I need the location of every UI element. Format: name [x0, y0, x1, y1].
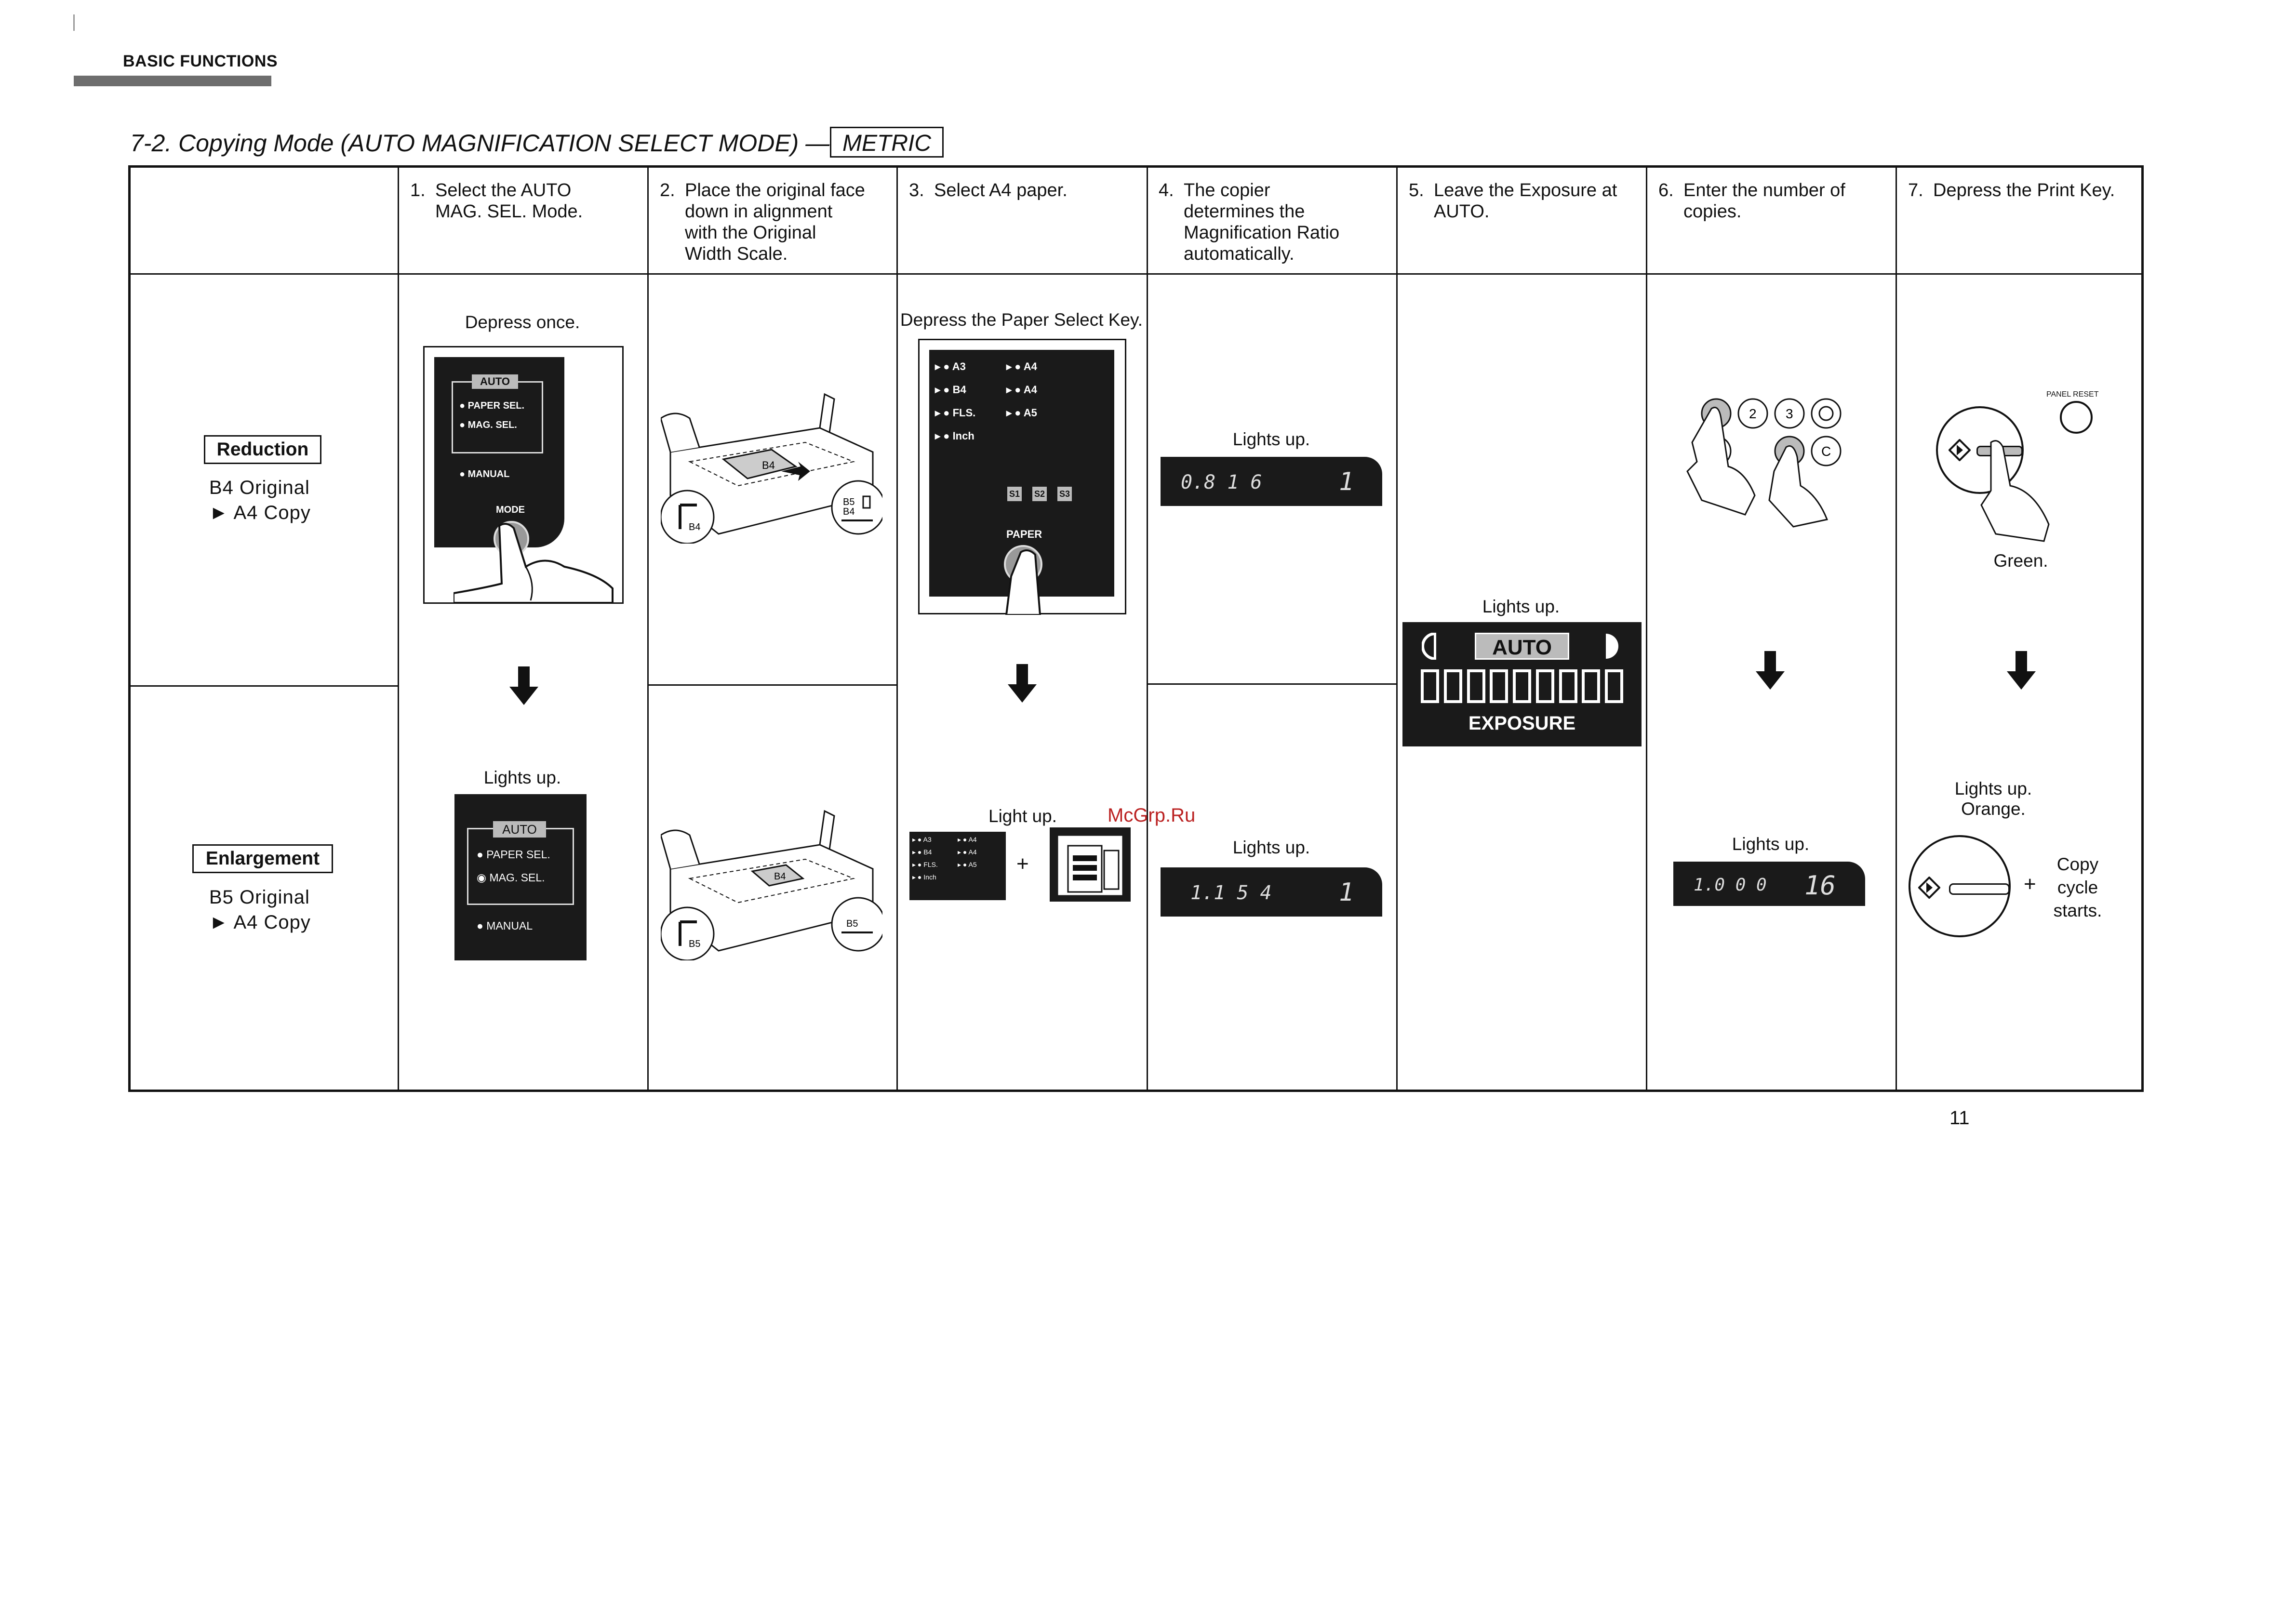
count-readout: 1 [1339, 878, 1354, 907]
paper-sel-label: PAPER SEL. [486, 848, 550, 861]
step-text: Place the original face down in alignment with the Original Width Scale. [685, 180, 865, 264]
s2-key[interactable]: S2 [1032, 487, 1047, 501]
print-key-lit[interactable] [1909, 835, 2011, 937]
col-divider [647, 168, 649, 1090]
auto-label: AUTO [493, 821, 546, 838]
pressing-hand-icon [1972, 438, 2054, 544]
caption-lights-up-1: Lights up. [483, 768, 561, 787]
key-3: 3 [1786, 406, 1793, 421]
paper-fls-indicator: ▸ ● FLS. [935, 407, 976, 419]
reduction-label: Reduction [204, 435, 321, 464]
panel-reset-button[interactable] [2060, 401, 2093, 434]
margin-tick [73, 14, 75, 31]
step-text: Leave the Exposure at AUTO. [1434, 180, 1617, 222]
step-text: Enter the number of copies. [1683, 180, 1845, 222]
enlargement-display [1161, 867, 1382, 917]
pressing-hand-icon [454, 521, 617, 603]
page-number: 11 [1949, 1107, 1970, 1129]
watermark: McGrp.Ru [1108, 805, 1196, 826]
exposure-step [1605, 669, 1623, 703]
key-clear: C [1821, 444, 1831, 459]
caption-lights-up-5: Lights up. [1732, 834, 1810, 854]
panel-reset-label: PANEL RESET [2046, 390, 2099, 399]
step-number: 1. [410, 180, 426, 200]
svg-text:B5: B5 [846, 918, 858, 929]
paper-key-label: PAPER [1006, 528, 1042, 540]
pressing-hand-icon [992, 547, 1079, 615]
caption-orange: Orange. [1961, 799, 2026, 819]
manual-indicator: ● MANUAL [477, 919, 533, 932]
exposure-level-bar [1421, 669, 1623, 703]
paper-sel-indicator: ● PAPER SEL. [459, 400, 525, 411]
auto-group [467, 828, 574, 905]
start-diamond-icon [1949, 439, 1971, 461]
caption-copy-cycle: Copy cycle starts. [2053, 854, 2102, 920]
plus-sign: + [2024, 872, 2036, 896]
original-placement-illustration-enlargement [661, 806, 882, 960]
step-text: The copier determines the Magnification Ratio automatically. [1184, 180, 1340, 264]
mode-panel [434, 357, 564, 547]
start-diamond-icon [1918, 877, 1940, 899]
down-arrow-icon [509, 666, 538, 705]
paper-a4-indicator: ▸ ● A4 [1006, 384, 1037, 396]
caption-lights-up-3: Lights up. [1232, 838, 1310, 857]
count-readout: 1 [1339, 467, 1354, 496]
b5-sheet-label: B4 [774, 871, 786, 882]
reduction-copy: ► A4 Copy [209, 502, 311, 523]
mode-panel-lit [454, 794, 587, 960]
ratio-readout: 1.0 0 0 [1694, 875, 1767, 895]
step-number: 6. [1658, 180, 1674, 200]
reduction-original: B4 Original [209, 477, 310, 498]
lighter-icon [1422, 633, 1436, 660]
step-text: Select A4 paper. [934, 180, 1068, 200]
exposure-step [1444, 669, 1462, 703]
manual-label: MANUAL [486, 919, 533, 932]
step-number: 2. [660, 180, 675, 200]
step-number: 7. [1908, 180, 1923, 200]
paper-panel-lit: ▸ ● A3 ▸ ● B4 ▸ ● FLS. ▸ ● Inch ▸ ● A4 ▸ ● A4 ▸ ● A5 [909, 832, 1006, 900]
enlargement-original: B5 Original [209, 887, 310, 908]
col-divider [1147, 168, 1148, 1090]
enlargement-label: Enlargement [192, 844, 333, 873]
caption-green: Green. [1993, 551, 2048, 571]
enlargement-desc [209, 885, 311, 935]
enlargement-copy: ► A4 Copy [209, 912, 311, 933]
paper-a5-indicator: ▸ ● A5 [1006, 407, 1037, 419]
mag-sel-indicator: ● MAG. SEL. [459, 420, 517, 430]
plus-sign: + [1016, 852, 1029, 876]
exposure-step [1559, 669, 1577, 703]
down-arrow-icon [1756, 651, 1785, 690]
auto-label: AUTO [472, 374, 518, 389]
procedure-table [128, 165, 2144, 1092]
copier-icon [1049, 826, 1132, 903]
paper-sel-label: PAPER SEL. [467, 400, 525, 411]
header-divider [131, 273, 2141, 275]
step-text: Depress the Print Key. [1933, 180, 2115, 200]
b4-scale-label: B4 [689, 522, 701, 532]
page-title: 7-2. Copying Mode (AUTO MAGNIFICATION SELECT MODE) — [130, 130, 830, 157]
paper-a3-indicator: ▸ ● A3 [935, 360, 966, 372]
header-bar [74, 76, 271, 86]
exposure-auto-indicator: AUTO [1475, 633, 1569, 660]
exposure-step [1421, 669, 1439, 703]
col-divider [1896, 168, 1897, 1090]
col-divider [1396, 168, 1398, 1090]
section-header: BASIC FUNCTIONS [123, 52, 278, 70]
col-divider [398, 168, 399, 1090]
darker-icon [1605, 633, 1619, 660]
mode-label: MODE [496, 505, 525, 515]
exposure-label: EXPOSURE [1468, 713, 1576, 734]
exposure-step [1513, 669, 1531, 703]
mag-sel-label: MAG. SEL. [467, 420, 517, 430]
step-number: 3. [909, 180, 924, 200]
down-arrow-icon [2007, 651, 2036, 690]
ratio-readout: 1.1 5 4 [1190, 882, 1272, 904]
metric-badge: METRIC [830, 127, 944, 158]
caption-lights-up-4: Lights up. [1482, 597, 1560, 616]
paper-panel-frame [918, 339, 1126, 614]
mode-panel-frame [423, 346, 624, 604]
caption-lights-up-orange [1909, 779, 2078, 819]
paper-b4-indicator: ▸ ● B4 [935, 384, 966, 396]
ratio-readout: 0.8 1 6 [1181, 471, 1262, 493]
caption-lights-up-2: Lights up. [1232, 429, 1310, 449]
s3-key[interactable]: S3 [1057, 487, 1072, 501]
exposure-step [1582, 669, 1600, 703]
manual-indicator: ● MANUAL [459, 469, 510, 479]
col-divider [1646, 168, 1647, 1090]
step-number: 4. [1159, 180, 1174, 200]
row-divider [131, 685, 398, 687]
auto-group [452, 381, 543, 453]
exposure-step [1467, 669, 1485, 703]
manual-label: MANUAL [467, 469, 510, 479]
step-text: Select the AUTO MAG. SEL. Mode. [435, 180, 583, 222]
svg-text:B4: B4 [843, 506, 855, 517]
b4-sheet-label: B4 [762, 459, 775, 471]
mag-sel-label: MAG. SEL. [489, 871, 545, 884]
row-divider [647, 684, 896, 686]
exposure-step [1490, 669, 1508, 703]
caption-lights-up-6: Lights up. [1954, 779, 2032, 798]
s1-key[interactable]: S1 [1007, 487, 1022, 501]
caption-light-up: Light up. [988, 806, 1057, 826]
keypad-illustration [1673, 389, 1875, 529]
paper-inch-indicator: ▸ ● Inch [935, 430, 974, 442]
step-number: 5. [1409, 180, 1424, 200]
caption-depress-paper-key: Depress the Paper Select Key. [900, 310, 1143, 330]
key-2: 2 [1749, 406, 1757, 421]
svg-text:B5: B5 [689, 939, 701, 949]
count-readout: 16 [1804, 870, 1836, 901]
b5-b4-scale-label: B5 [843, 497, 855, 507]
exposure-panel [1402, 622, 1642, 746]
reduction-desc [209, 475, 311, 525]
exposure-step [1536, 669, 1554, 703]
caption-depress-once: Depress once. [465, 312, 580, 332]
reduction-display [1161, 457, 1382, 506]
row-divider [1147, 683, 1396, 685]
original-placement-illustration-reduction [661, 389, 882, 544]
paper-a4r-indicator: ▸ ● A4 [1006, 360, 1037, 372]
paper-sel-indicator: ● PAPER SEL. [477, 848, 550, 861]
mag-sel-indicator: ◉ MAG. SEL. [477, 871, 545, 884]
copies-display [1673, 862, 1865, 906]
col-divider [896, 168, 898, 1090]
print-key-lamp [1949, 883, 2010, 895]
down-arrow-icon [1008, 664, 1037, 703]
